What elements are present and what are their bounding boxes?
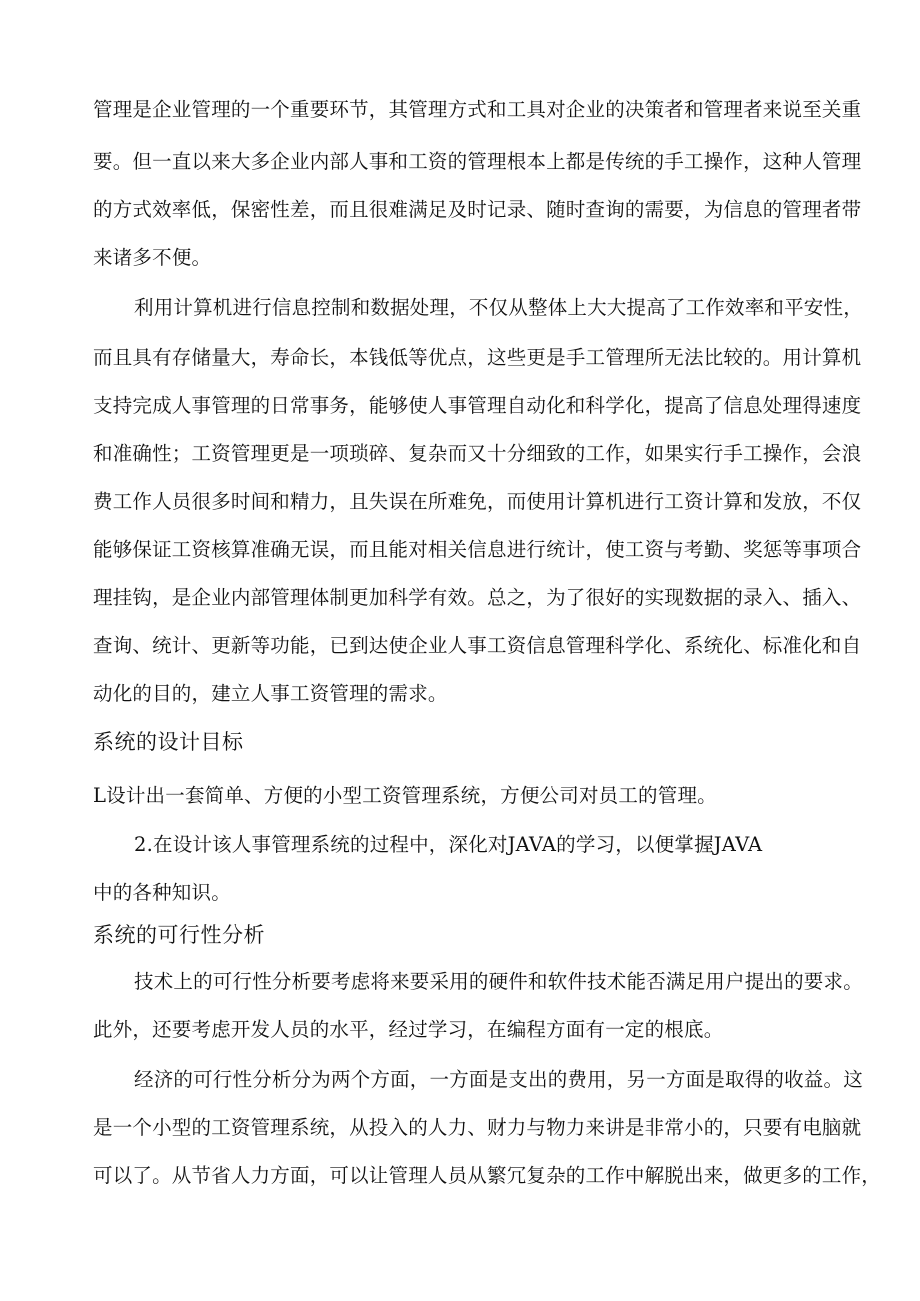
paragraph-4-line-3: 可以了。从节省人力方面，可以让管理人员从繁冗复杂的工作中解脱出来，做更多的工作， <box>93 1164 882 1187</box>
paragraph-2-line-3: 支持完成人事管理的日常事务，能够使人事管理自动化和科学化，提高了信息处理得速度 <box>93 394 862 417</box>
goal-2-line-1: 2.在设计该人事管理系统的过程中，深化对JAVA的学习，以便掌握JAVA <box>134 833 763 856</box>
paragraph-1-line-3: 的方式效率低，保密性差，而且很难满足及时记录、随时查询的需要，为信息的管理者带 <box>93 198 862 221</box>
paragraph-1-line-1: 管理是企业管理的一个重要环节，其管理方式和工具对企业的决策者和管理者来说至关重 <box>93 98 862 121</box>
paragraph-4-line-2: 是一个小型的工资管理系统，从投入的人力、财力与物力来讲是非常小的，只要有电脑就 <box>93 1116 862 1139</box>
paragraph-2-line-6: 能够保证工资核算准确无误，而且能对相关信息进行统计，使工资与考勤、奖惩等事项合 <box>93 538 862 561</box>
paragraph-2-line-4: 和准确性；工资管理更是一项琐碎、复杂而又十分细致的工作，如果实行手工操作，会浪 <box>93 442 862 465</box>
paragraph-2-line-7: 理挂钩，是企业内部管理体制更加科学有效。总之，为了很好的实现数据的录入、插入、 <box>93 586 862 609</box>
paragraph-2-line-5: 费工作人员很多时间和精力，且失误在所难免，而使用计算机进行工资计算和发放，不仅 <box>93 490 862 513</box>
section-heading-feasibility: 系统的可行性分析 <box>93 923 265 947</box>
paragraph-1-line-2: 要。但一直以来大多企业内部人事和工资的管理根本上都是传统的手工操作，这种人管理 <box>93 150 862 173</box>
paragraph-4-line-1: 经济的可行性分析分为两个方面，一方面是支出的费用，另一方面是取得的收益。这 <box>134 1068 863 1091</box>
paragraph-1-line-4: 来诸多不便。 <box>93 246 212 269</box>
paragraph-3-line-1: 技术上的可行性分析要考虑将来要采用的硬件和软件技术能否满足用户提出的要求。 <box>134 970 863 993</box>
paragraph-2-line-1: 利用计算机进行信息控制和数据处理，不仅从整体上大大提高了工作效率和平安性， <box>134 296 863 319</box>
goal-2-line-2: 中的各种知识。 <box>93 881 231 904</box>
goal-1: L设计出一套简单、方便的小型工资管理系统，方便公司对员工的管理。 <box>93 784 717 807</box>
section-heading-design-goals: 系统的设计目标 <box>93 730 244 754</box>
paragraph-2-line-8: 查询、统计、更新等功能，已到达使企业人事工资信息管理科学化、系统化、标准化和自 <box>93 634 862 657</box>
paragraph-2-line-9: 动化的目的，建立人事工资管理的需求。 <box>93 682 448 705</box>
paragraph-2-line-2: 而且具有存储量大，寿命长，本钱低等优点，这些更是手工管理所无法比较的。用计算机 <box>93 346 862 369</box>
paragraph-3-line-2: 此外，还要考虑开发人员的水平，经过学习，在编程方面有一定的根底。 <box>93 1018 724 1041</box>
